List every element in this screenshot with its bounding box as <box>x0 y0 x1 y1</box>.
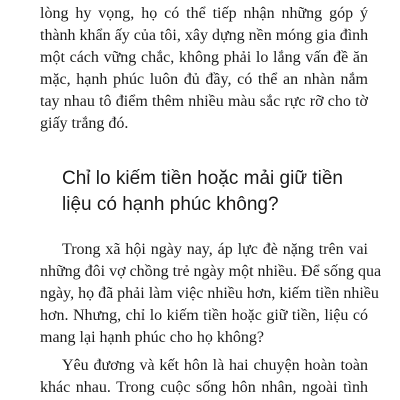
heading-line: liệu có hạnh phúc không? <box>62 194 279 215</box>
paragraph-line: mang lại hạnh phúc cho họ không? <box>40 329 264 346</box>
paragraph-line: ngày, họ đã phải làm việc nhiều hơn, kiếm tiền nhiều <box>40 285 379 302</box>
heading-line: Chỉ lo kiếm tiền hoặc mải giữ tiền <box>62 168 343 189</box>
paragraph-line: giấy trắng đó. <box>40 115 129 132</box>
paragraph-line: tay nhau tô điểm thêm nhiều màu sắc rực rỡ cho tờ <box>40 93 368 110</box>
paragraph-line: những đôi vợ chồng trẻ ngày một nhiều. Để sống qua <box>40 263 382 280</box>
paragraph-line: mặc, hạnh phúc luôn đủ đầy, có thể an nhàn nắm <box>40 71 368 88</box>
paragraph-line: một cách vững chắc, không phải lo lắng vấn đề ăn <box>40 49 368 66</box>
paragraph-line: thành khẩn ấy của tôi, xây dựng nền móng gia đình <box>40 27 369 44</box>
paragraph-line: lòng hy vọng, họ có thể tiếp nhận những góp ý <box>40 5 368 22</box>
paragraph-line: hơn. Nhưng, chỉ lo kiếm tiền hoặc giữ tiền, liệu có <box>40 307 368 324</box>
paragraph-line: Trong xã hội ngày nay, áp lực đè nặng trên vai <box>62 241 368 258</box>
paragraph-line: Yêu đương và kết hôn là hai chuyện hoàn toàn <box>62 357 368 374</box>
paragraph-line: khác nhau. Trong cuộc sống hôn nhân, ngoài tình <box>40 379 368 396</box>
